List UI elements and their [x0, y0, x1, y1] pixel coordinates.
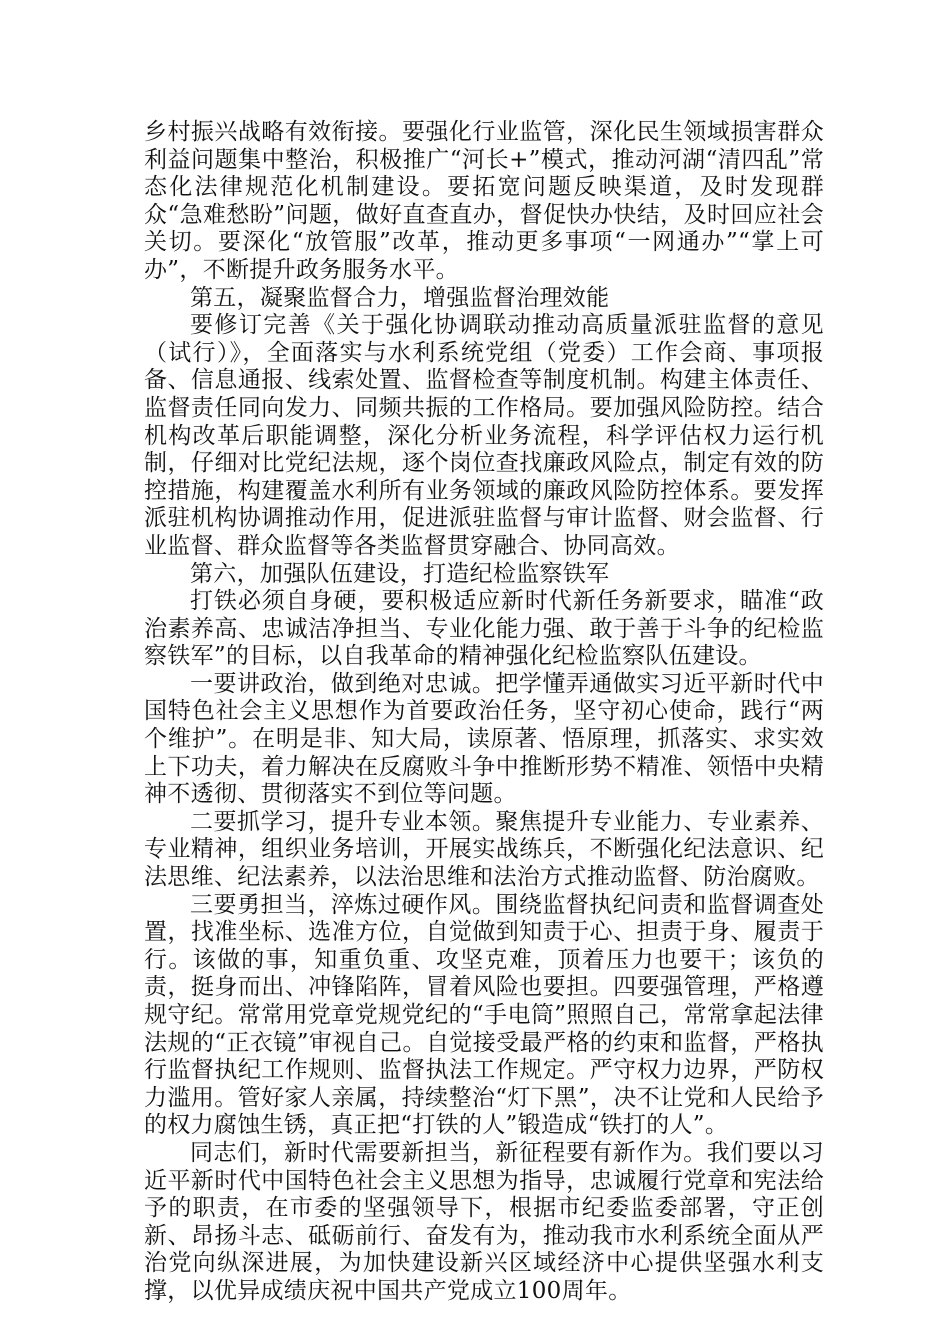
section-heading-fifth: 第五，凝聚监督合力，增强监督治理效能: [190, 284, 610, 311]
paragraph-responsibility: 三要勇担当，淬炼过硬作风。围绕监督执纪问责和监督调查处置，找准坐标、选准方位，自觉做到知责于心、担责于身、履责于行。该做的事，知重负重、攻坚克难，顶着压力也要干；该负的责，挺身而出、冲锋陷阵，冒着风险也要担。四要强管理，严格遵规守纪。常常用党章党规党纪的“手电筒”照照自己，常常拿起法律法规的“正衣镜”审视自己。自觉接受最严格的约束和监督，严格执行监督执纪工作规则、监督执法工作规定。严守权力边界，严防权力滥用。管好家人亲属，持续整治“灯下黑”，决不让党和人民给予的权力腐蚀生锈，真正把“打铁的人”锻造成“铁打的人”。: [144, 891, 824, 1139]
document-body: [144, 119, 824, 1306]
paragraph-rural-revitalization: 乡村振兴战略有效衔接。要强化行业监管，深化民生领域损害群众利益问题集中整治，积极推广“河长+”模式，推动河湖“清四乱”常态化法律规范化机制建设。要拓宽问题反映渠道，及时发现群众“急难愁盼”问题，做好直查直办，督促快办快结，及时回应社会关切。要深化“放管服”改革，推动更多事项“一网通办”“掌上可办”，不断提升政务服务水平。: [144, 119, 824, 283]
paragraph-learning: 二要抓学习，提升专业本领。聚焦提升专业能力、专业素养、专业精神，组织业务培训，开展实战练兵，不断强化纪法意识、纪法思维、纪法素养，以法治思维和法治方式推动监督、防治腐败。: [144, 808, 824, 891]
section-heading-sixth: 第六，加强队伍建设，打造纪检监察铁军: [190, 560, 610, 587]
paragraph-team-building: 打铁必须自身硬，要积极适应新时代新任务新要求，瞄准“政治素养高、忠诚洁净担当、专业化能力强、敢于善于斗争的纪检监察铁军”的目标，以自我革命的精神强化纪检监察队伍建设。: [144, 588, 824, 670]
paragraph-closing: 同志们，新时代需要新担当，新征程要有新作为。我们要以习近平新时代中国特色社会主义思想为指导，忠诚履行党章和宪法给予的职责，在市委的坚强领导下，根据市纪委监委部署，守正创新、昂扬斗志、砥砺前行、奋发有为，推动我市水利系统全面从严治党向纵深进展，为加快建设新兴区域经济中心提供坚强水利支撑，以优异成绩庆祝中国共产党成立100周年。: [144, 1139, 824, 1304]
paragraph-politics: 一要讲政治，做到绝对忠诚。把学懂弄通做实习近平新时代中国特色社会主义思想作为首要政治任务，坚守初心使命，践行“两个维护”。在明是非、知大局，读原著、悟原理，抓落实、求实效上下功夫，着力解决在反腐败斗争中推断形势不精准、领悟中央精神不透彻、贯彻落实不到位等问题。: [144, 670, 824, 808]
paragraph-supervision-synergy: 要修订完善《关于强化协调联动推动高质量派驻监督的意见（试行）》，全面落实与水利系统党组（党委）工作会商、事项报备、信息通报、线索处置、监督检查等制度机制。构建主体责任、监督责任同向发力、同频共振的工作格局。要加强风险防控。结合机构改革后职能调整，深化分析业务流程，科学评估权力运行机制，仔细对比党纪法规，逐个岗位查找廉政风险点，制定有效的防控措施，构建覆盖水利所有业务领域的廉政风险防控体系。要发挥派驻机构协调推动作用，促进派驻监督与审计监督、财会监督、行业监督、群众监督等各类监督贯穿融合、协同高效。: [144, 312, 824, 559]
